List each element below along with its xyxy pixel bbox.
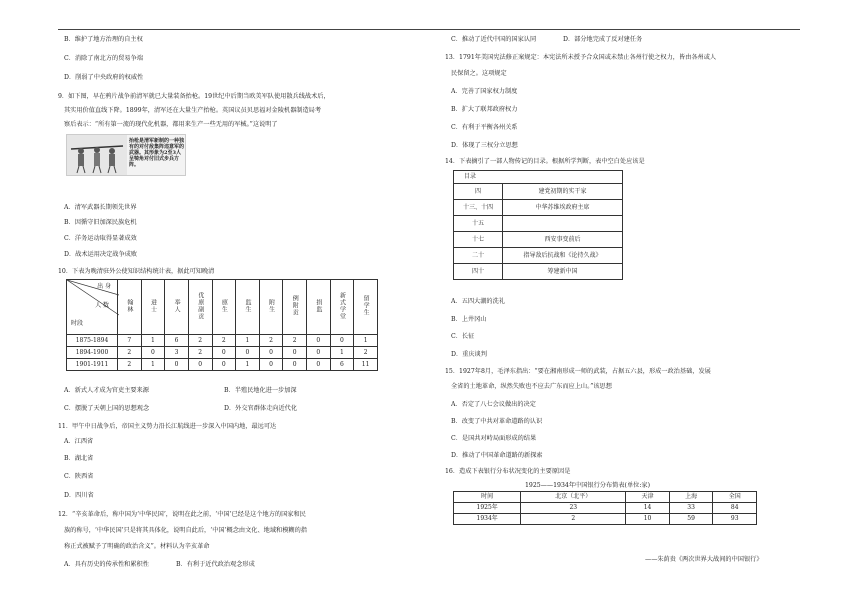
title-cell: 指导敌后抗战和《论持久战》 <box>503 248 623 264</box>
value-cell: 2 <box>188 347 212 359</box>
table-row <box>454 184 623 200</box>
table-row <box>67 359 378 371</box>
q16-stem: 16．造成下表银行分布状况变化的主要原因是 <box>445 468 571 475</box>
chapter-cell: 二十 <box>454 248 503 264</box>
q15-option-d: D．推动了中国革命道路的新探索 <box>451 452 543 459</box>
chapter-cell: 十三、十四 <box>454 200 503 216</box>
value-cell: 7 <box>118 335 142 347</box>
value-cell: 1 <box>236 335 260 347</box>
value-cell: 0 <box>236 347 260 359</box>
value-cell: 2 <box>259 335 283 347</box>
q14-table <box>453 170 623 280</box>
value-cell: 2 <box>188 335 212 347</box>
q9-option-c: C．洋务运动取得显著成效 <box>64 235 137 242</box>
header-cell: 天津 <box>626 492 670 503</box>
q12-line-1: 12．“辛亥革命后，称中国为‘中华民国’，说明在此之前，‘中国’已经是这个地方的国家和民 <box>58 511 306 518</box>
value-cell: 0 <box>283 359 307 371</box>
table-row <box>454 216 623 232</box>
q13-option-b: B．扩大了联邦政府权力 <box>451 106 518 113</box>
soldiers-illustration <box>67 135 127 175</box>
header-rule <box>58 29 800 30</box>
chapter-cell: 四 <box>454 184 503 200</box>
period-cell: 1875-1894 <box>67 335 118 347</box>
header-cell: 附生 <box>259 280 283 335</box>
header-cell: 北京（北平） <box>521 492 626 503</box>
q11-option-d: D．四川省 <box>64 492 94 499</box>
table-row <box>454 248 623 264</box>
q9-option-b: B．因循守旧加深民族危机 <box>64 219 137 226</box>
value-cell: 0 <box>259 347 283 359</box>
corner-label-mid: 人 数 <box>95 302 109 309</box>
q8-option-b: B．维护了地方治理的自主权 <box>64 36 143 43</box>
q15-line-2: 全省的土地革命，纵然失败也不应去广东而应上山。”该思想 <box>451 383 612 390</box>
header-cell: 时间 <box>454 492 521 503</box>
q10-table <box>66 279 378 371</box>
chapter-cell: 四十 <box>454 264 503 280</box>
q9-option-d: D．战术运用决定战争成败 <box>64 251 138 258</box>
value-cell: 0 <box>330 335 354 347</box>
q13-option-d: D．体现了三权分立思想 <box>451 142 518 149</box>
year-cell: 1934年 <box>454 514 521 525</box>
value-cell: 0 <box>283 347 307 359</box>
value-cell: 0 <box>307 359 331 371</box>
q10-stem: 10．下表为晚清驻外公使知识结构统计表，据此可知晚清 <box>58 268 215 275</box>
q16-table <box>453 491 757 525</box>
title-cell <box>503 216 623 232</box>
q13-line-1: 13．1791年美国宪法修正案规定：本宪法所未授予合众国或未禁止各州行使之权力，皆由各州或人 <box>445 54 717 61</box>
q14-option-a: A．五四大潮的洗礼 <box>451 298 505 305</box>
q16-table-caption: 1925——1934年中国银行分布简表(单位:家) <box>525 482 651 489</box>
value-cell: 2 <box>118 359 142 371</box>
value-cell: 0 <box>212 347 236 359</box>
q10-option-c: C．摆脱了天朝上国的思想观念 <box>64 405 150 412</box>
value-cell: 2 <box>118 347 142 359</box>
value-cell: 0 <box>188 359 212 371</box>
header-cell: 优廪副贡 <box>188 280 212 335</box>
value-cell: 23 <box>521 503 626 514</box>
value-cell: 14 <box>626 503 670 514</box>
q12-option-b: B．有利于近代政治观念形成 <box>176 561 255 568</box>
q11-stem: 11．甲午中日战争后，帝国主义势力沿长江航线进一步深入中国内地，最远可达 <box>58 423 277 430</box>
value-cell: 1 <box>141 335 165 347</box>
q9-image-caption: 抬枪是清军新制的一种独有的对付敌集阵违意军的武器。其形象为2至3人呈犄角对付旧式步兵方阵。 <box>129 138 185 168</box>
q8-option-c: C．消除了南北方的贸易争端 <box>64 55 143 62</box>
title-cell: 筹建新中国 <box>503 264 623 280</box>
q15-line-1: 15．1927年8月，毛泽东指出：“要在湘南形成一师的武装，占据五六县，形成一政治基础，发展 <box>445 368 711 375</box>
header-cell: 全国 <box>713 492 757 503</box>
q12-option-d: D．部分地完成了反对建任务 <box>563 36 643 43</box>
q9-line-3: 察后表示：“所有第一流的现代化机器，都用来生产一些无用的军械。”这说明了 <box>64 121 278 128</box>
q11-option-a: A．江西省 <box>64 438 94 445</box>
q14-option-c: C．长征 <box>451 333 475 340</box>
header-cell: 翰林 <box>118 280 142 335</box>
q11-option-c: C．陕西省 <box>64 473 94 480</box>
value-cell: 2 <box>521 514 626 525</box>
header-cell: 监生 <box>236 280 260 335</box>
q12-option-c: C．推动了近代中国的国家认同 <box>451 36 537 43</box>
header-cell: 捐监 <box>307 280 331 335</box>
corner-label-bottom: 时段 <box>71 320 84 327</box>
q16-source: ——朱荫贵《两次世界大战间的中国银行》 <box>645 556 763 563</box>
q12-option-a: A．具有历史的传承性和累积性 <box>64 561 149 568</box>
q10-option-a: A．新式人才成为官吏主要来源 <box>64 387 149 394</box>
value-cell: 11 <box>354 359 378 371</box>
q15-option-a: A．否定了八七会议做出的决定 <box>451 401 536 408</box>
value-cell: 0 <box>165 359 189 371</box>
title-cell: 中华苏维埃政府主席 <box>503 200 623 216</box>
value-cell: 2 <box>212 335 236 347</box>
title-cell: 西安事变前后 <box>503 232 623 248</box>
chapter-cell: 十五 <box>454 216 503 232</box>
value-cell: 2 <box>283 335 307 347</box>
period-cell: 1894-1900 <box>67 347 118 359</box>
q8-option-d: D．削弱了中央政府的权威性 <box>64 74 144 81</box>
q10-option-d: D．外交官群体走向近代化 <box>224 405 298 412</box>
q13-line-2: 民保留之。这项规定 <box>451 70 507 77</box>
table-header-row <box>454 492 757 503</box>
value-cell: 0 <box>307 347 331 359</box>
header-cell: 廪生 <box>212 280 236 335</box>
q15-option-b: B．改变了中共对革命道路的认识 <box>451 418 543 425</box>
value-cell: 0 <box>259 359 283 371</box>
table-row <box>454 264 623 280</box>
value-cell: 6 <box>165 335 189 347</box>
q11-option-b: B．湖北省 <box>64 455 94 462</box>
q15-option-c: C．是国共对峙局面形成的结果 <box>451 435 537 442</box>
q12-line-2: 族的称号，‘中华民国’只是将其具体化，说明自此后，‘中国’概念由文化、地域和模糊的指 <box>64 527 307 534</box>
value-cell: 0 <box>307 335 331 347</box>
value-cell: 2 <box>354 347 378 359</box>
header-cell: 上海 <box>669 492 713 503</box>
q10-corner-cell <box>67 280 118 335</box>
value-cell: 1 <box>354 335 378 347</box>
table-row <box>454 232 623 248</box>
title-cell: 建党初期的实干家 <box>503 184 623 200</box>
value-cell: 0 <box>212 359 236 371</box>
value-cell: 33 <box>669 503 713 514</box>
table-row <box>454 503 757 514</box>
q9-line-2: 其实用价值直线下降。1899年，清军还在大量生产抬枪。英国议员贝思福对金陵机器制造局考 <box>64 107 322 114</box>
header-cell: 例附贡 <box>283 280 307 335</box>
q14-stem: 14．下表摘引了一部人物传记的目录。根据所学判断，表中空白处应该是 <box>445 158 645 165</box>
q14-option-d: D．重庆谈判 <box>451 351 487 358</box>
corner-label-top: 出 身 <box>97 283 111 290</box>
value-cell: 93 <box>713 514 757 525</box>
value-cell: 0 <box>141 347 165 359</box>
q9-line-1: 9．如下图，早在鸦片战争前清军就已大量装备抬枪。19世纪中后期当欧美军队使用散兵线战术后， <box>58 93 330 100</box>
q13-option-c: C．有利于平衡各州关系 <box>451 124 518 131</box>
value-cell: 10 <box>626 514 670 525</box>
value-cell: 1 <box>141 359 165 371</box>
q14-option-b: B．上井冈山 <box>451 316 487 323</box>
table-row <box>454 514 757 525</box>
q9-illustration <box>66 134 186 176</box>
q9-option-a: A．清军武器长期领先世界 <box>64 204 137 211</box>
value-cell: 3 <box>165 347 189 359</box>
header-cell: 进士 <box>141 280 165 335</box>
q10-option-b: B．半殖民地化进一步加深 <box>224 387 297 394</box>
table-row <box>454 200 623 216</box>
value-cell: 84 <box>713 503 757 514</box>
q12-line-3: 称正式被赋予了明确的政治含义”。材料认为辛亥革命 <box>64 543 210 550</box>
period-cell: 1901-1911 <box>67 359 118 371</box>
header-cell: 举人 <box>165 280 189 335</box>
value-cell: 1 <box>236 359 260 371</box>
q13-option-a: A．完善了国家权力制度 <box>451 88 518 95</box>
year-cell: 1925年 <box>454 503 521 514</box>
value-cell: 1 <box>330 347 354 359</box>
value-cell: 6 <box>330 359 354 371</box>
table-header: 目录 <box>454 171 623 184</box>
value-cell: 59 <box>669 514 713 525</box>
header-cell: 留学生 <box>354 280 378 335</box>
chapter-cell: 十七 <box>454 232 503 248</box>
table-row <box>67 347 378 359</box>
header-cell: 新式学堂 <box>330 280 354 335</box>
table-row <box>67 335 378 347</box>
